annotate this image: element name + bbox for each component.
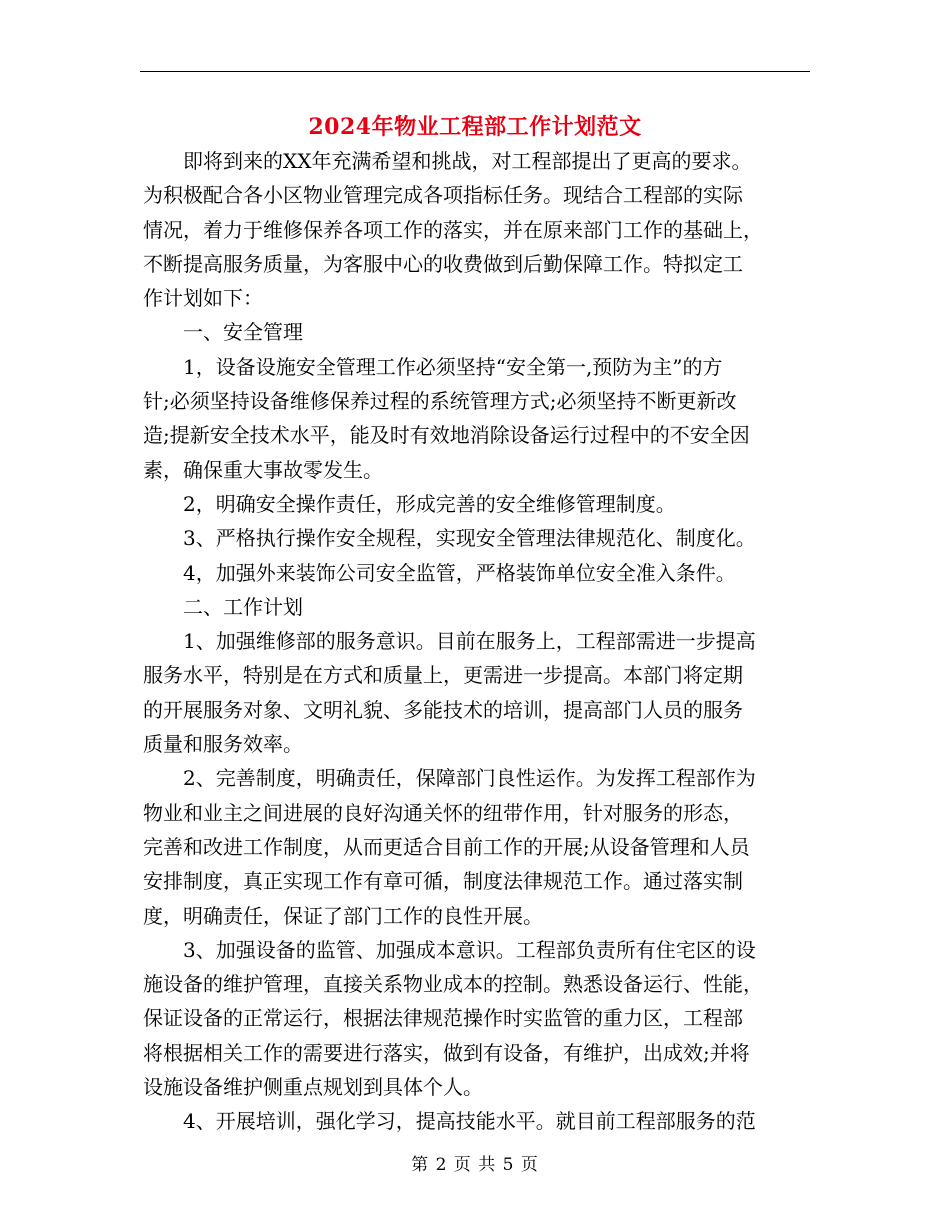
body-line: 针;必须坚持设备维修保养过程的系统管理方式;必须坚持不断更新改 — [143, 389, 737, 414]
body-line: 2，明确安全操作责任，形成完善的安全维修管理制度。 — [183, 491, 676, 516]
body-line: 3、严格执行操作安全规程，实现安全管理法律规范化、制度化。 — [183, 526, 756, 551]
body-line: 情况，着力于维修保养各项工作的落实，并在原来部门工作的基础上， — [143, 217, 763, 242]
body-line: 二、工作计划 — [183, 594, 303, 619]
body-line: 3、加强设备的监管、加强成本意识。工程部负责所有住宅区的设 — [183, 937, 756, 962]
body-line: 2、完善制度，明确责任，保障部门良性运作。为发挥工程部作为 — [183, 766, 756, 791]
body-line: 一、安全管理 — [183, 320, 303, 345]
body-line: 施设备的维护管理，直接关系物业成本的控制。熟悉设备运行、性能， — [143, 972, 763, 997]
body-line: 不断提高服务质量，为客服中心的收费做到后勤保障工作。特拟定工 — [143, 251, 743, 276]
body-line: 物业和业主之间进展的良好沟通关怀的纽带作用，针对服务的形态， — [143, 800, 743, 825]
body-line: 造;提新安全技术水平，能及时有效地消除设备运行过程中的不安全因 — [143, 423, 750, 448]
body-line: 4，加强外来装饰公司安全监管，严格装饰单位安全准入条件。 — [183, 560, 736, 585]
header-rule — [140, 71, 810, 72]
body-line: 1，设备设施安全管理工作必须坚持“安全第一,预防为主”的方 — [183, 354, 723, 379]
body-line: 即将到来的XX年充满希望和挑战，对工程部提出了更高的要求。 — [183, 149, 752, 173]
body-line: 度，明确责任，保证了部门工作的良性开展。 — [143, 903, 543, 928]
body-line: 1、加强维修部的服务意识。目前在服务上，工程部需进一步提高 — [183, 629, 756, 654]
body-line: 将根据相关工作的需要进行落实，做到有设备，有维护，出成效;并将 — [143, 1040, 750, 1065]
body-line: 保证设备的正常运行，根据法律规范操作时实监管的重力区，工程部 — [143, 1006, 743, 1031]
body-line: 4、开展培训，强化学习，提高技能水平。就目前工程部服务的范 — [183, 1109, 756, 1134]
body-line: 素，确保重大事故零发生。 — [143, 457, 383, 482]
page-number-footer: 第 2 页 共 5 页 — [411, 1155, 539, 1175]
body-line: 的开展服务对象、文明礼貌、多能技术的培训，提高部门人员的服务 — [143, 697, 743, 722]
document-title: 2024年物业工程部工作计划范文 — [308, 114, 642, 140]
body-line: 服务水平，特别是在方式和质量上，更需进一步提高。本部门将定期 — [143, 663, 743, 688]
body-line: 质量和服务效率。 — [143, 732, 303, 757]
body-line: 安排制度，真正实现工作有章可循，制度法律规范工作。通过落实制 — [143, 869, 743, 894]
body-line: 完善和改进工作制度，从而更适合目前工作的开展;从设备管理和人员 — [143, 834, 750, 859]
document-body — [143, 144, 811, 1139]
body-line: 作计划如下： — [143, 286, 263, 311]
body-line: 为积极配合各小区物业管理完成各项指标任务。现结合工程部的实际 — [143, 183, 743, 208]
body-line: 设施设备维护侧重点规划到具体个人。 — [143, 1075, 483, 1100]
